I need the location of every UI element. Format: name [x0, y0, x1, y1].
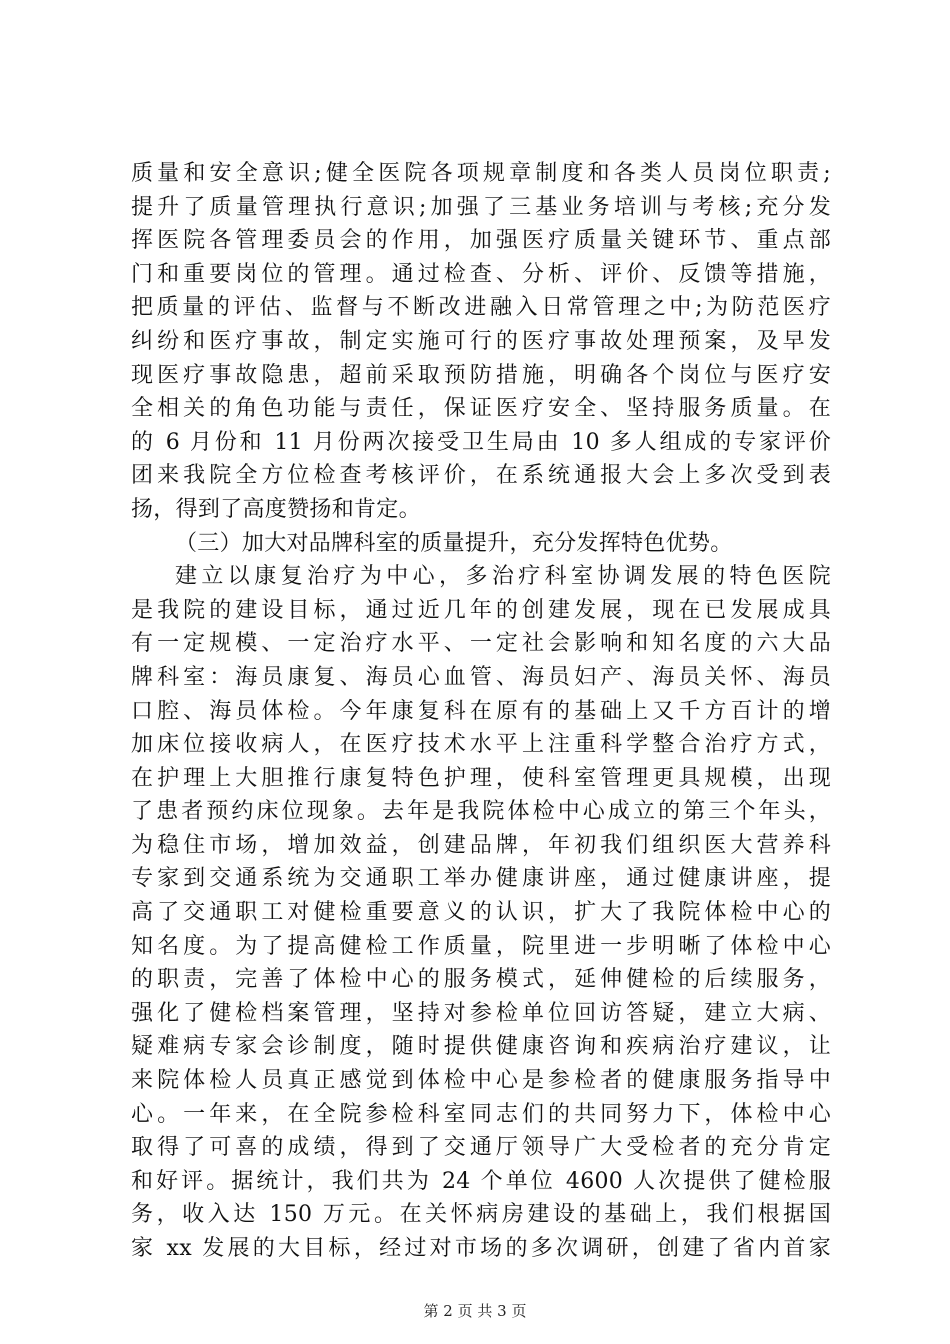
text-line: 在护理上大胆推行康复特色护理，使科室管理更具规模，出现 — [131, 765, 831, 791]
text-line: 了患者预约床位现象。去年是我院体检中心成立的第三个年头， — [131, 799, 831, 825]
text-line: 高了交通职工对健检重要意义的认识，扩大了我院体检中心的 — [131, 900, 831, 926]
text-line: 有一定规模、一定治疗水平、一定社会影响和知名度的六大品 — [131, 631, 831, 657]
text-line: 质量和安全意识;健全医院各项规章制度和各类人员岗位职责; — [131, 161, 831, 186]
text-line: 的 6 月份和 11 月份两次接受卫生局由 10 多人组成的专家评价 — [131, 429, 831, 455]
text-line: 扬，得到了高度赞扬和肯定。 — [131, 496, 421, 522]
text-line: 和好评。据统计，我们共为 24 个单位 4600 人次提供了健检服 — [131, 1168, 831, 1194]
text-line: 疑难病专家会诊制度，随时提供健康咨询和疾病治疗建议，让 — [131, 1034, 831, 1060]
text-line: 全相关的角色功能与责任，保证医疗安全、坚持服务质量。在 — [131, 396, 831, 422]
text-line: 来院体检人员真正感觉到体检中心是参检者的健康服务指导中 — [131, 1068, 831, 1094]
text-line: 口腔、海员体检。今年康复科在原有的基础上又千方百计的增 — [131, 698, 831, 724]
text-line: 挥医院各管理委员会的作用，加强医疗质量关键环节、重点部 — [131, 228, 831, 254]
body-text — [131, 157, 831, 1266]
text-line: 现医疗事故隐患，超前采取预防措施，明确各个岗位与医疗安 — [131, 362, 831, 388]
page-number-footer: 第 2 页 共 3 页 — [423, 1302, 527, 1320]
text-line: 心。一年来，在全院参检科室同志们的共同努力下，体检中心 — [131, 1101, 831, 1127]
text-line: 建立以康复治疗为中心，多治疗科室协调发展的特色医院 — [175, 564, 831, 590]
text-line: 提升了质量管理执行意识;加强了三基业务培训与考核;充分发 — [131, 194, 831, 220]
text-line: 门和重要岗位的管理。通过检查、分析、评价、反馈等措施， — [131, 261, 831, 287]
text-line: 取得了可喜的成绩，得到了交通厅领导广大受检者的充分肯定 — [131, 1135, 831, 1161]
text-line: 加床位接收病人，在医疗技术水平上注重科学整合治疗方式， — [131, 732, 831, 758]
text-line: 家 xx 发展的大目标，经过对市场的多次调研，创建了省内首家 — [131, 1236, 831, 1261]
text-line: 团来我院全方位检查考核评价，在系统通报大会上多次受到表 — [131, 463, 831, 489]
text-line: 是我院的建设目标，通过近几年的创建发展，现在已发展成具 — [131, 597, 831, 623]
text-line: 纠纷和医疗事故，制定实施可行的医疗事故处理预案，及早发 — [131, 328, 831, 354]
text-line: 务，收入达 150 万元。在关怀病房建设的基础上，我们根据国 — [131, 1202, 831, 1228]
text-line: 强化了健检档案管理，坚持对参检单位回访答疑，建立大病、 — [131, 1000, 831, 1026]
text-line: 为稳住市场，增加效益，创建品牌，年初我们组织医大营养科 — [131, 832, 831, 858]
text-line: 知名度。为了提高健检工作质量，院里进一步明晰了体检中心 — [131, 933, 831, 959]
text-line: 牌科室：海员康复、海员心血管、海员妇产、海员关怀、海员 — [131, 664, 831, 690]
text-line: 把质量的评估、监督与不断改进融入日常管理之中;为防范医疗 — [131, 295, 831, 321]
section-heading: （三）加大对品牌科室的质量提升，充分发挥特色优势。 — [175, 530, 733, 556]
text-line: 的职责，完善了体检中心的服务模式，延伸健检的后续服务， — [131, 967, 831, 993]
text-line: 专家到交通系统为交通职工举办健康讲座，通过健康讲座，提 — [131, 866, 831, 892]
